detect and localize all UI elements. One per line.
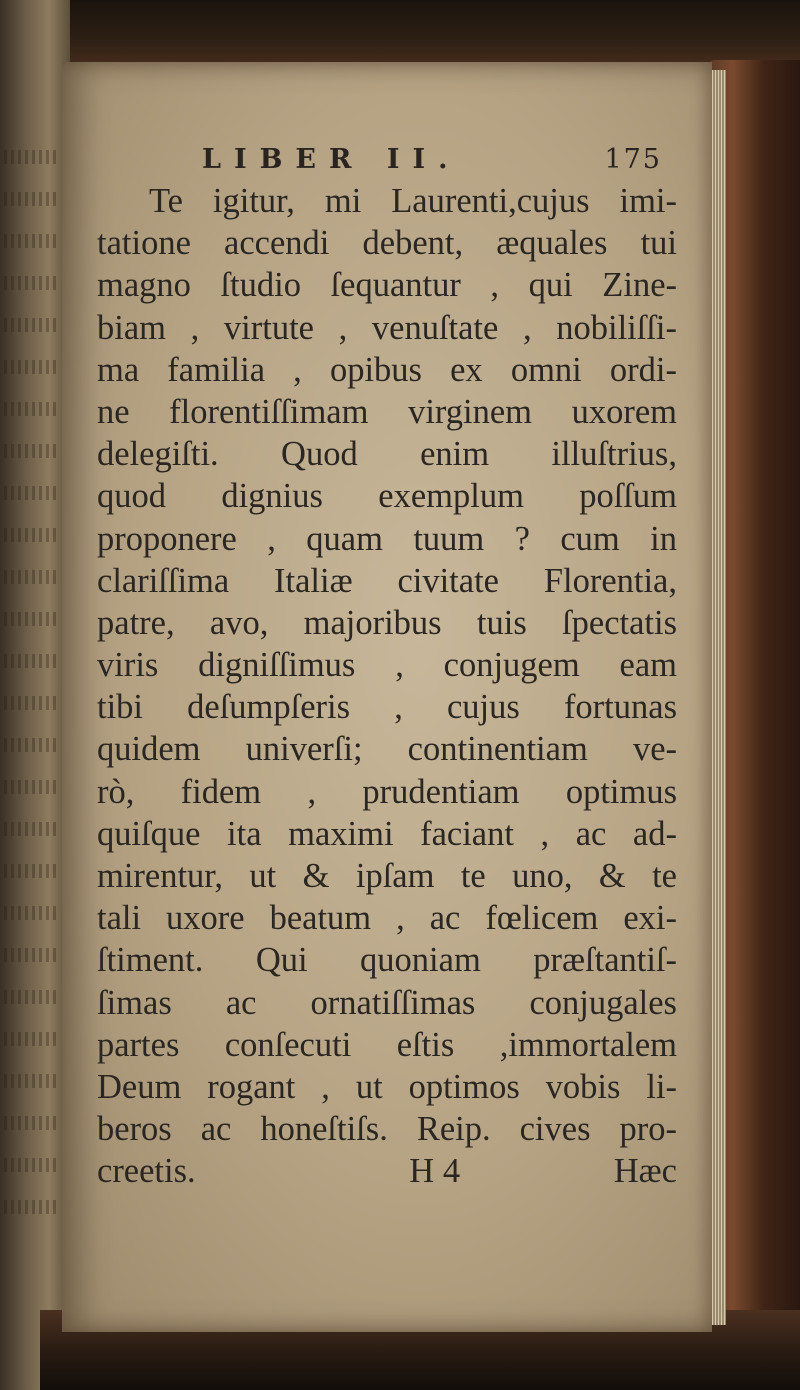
text-line: partes conſecuti eſtis ,immortalem bbox=[97, 1025, 677, 1064]
previous-page-text-fragment bbox=[4, 528, 60, 542]
previous-page-text-fragment bbox=[4, 444, 60, 458]
previous-page-edge bbox=[0, 0, 70, 1390]
text-line: tatione accendi debent, æquales tui bbox=[97, 224, 677, 263]
previous-page-text-fragment bbox=[4, 1158, 60, 1172]
body-text bbox=[97, 180, 677, 1193]
page-number: 175 bbox=[604, 144, 662, 175]
previous-page-text-fragment bbox=[4, 318, 60, 332]
book-cover-top bbox=[60, 0, 800, 70]
previous-page-text-fragment bbox=[4, 696, 60, 710]
signature-mark: H 4 bbox=[409, 1152, 461, 1191]
text-line: ma familia , opibus ex omni ordi- bbox=[97, 350, 677, 389]
previous-page-text-fragment bbox=[4, 402, 60, 416]
page-footer bbox=[97, 1150, 677, 1192]
last-word: creetis. bbox=[97, 1152, 196, 1191]
book-page bbox=[62, 62, 712, 1332]
previous-page-text-fragment bbox=[4, 822, 60, 836]
text-line: viris digniſſimus , conjugem eam bbox=[97, 646, 677, 685]
text-line: patre, avo, majoribus tuis ſpectatis bbox=[97, 603, 677, 642]
previous-page-text-fragment bbox=[4, 150, 60, 164]
text-line: quiſque ita maximi faciant , ac ad- bbox=[97, 814, 677, 853]
text-line: ſimas ac ornatiſſimas conjugales bbox=[97, 983, 677, 1022]
text-line: beros ac honeſtiſs. Reip. cives pro- bbox=[97, 1110, 677, 1149]
previous-page-text-fragment bbox=[4, 486, 60, 500]
text-line: ne florentiſſimam virginem uxorem bbox=[97, 392, 677, 431]
previous-page-text-fragment bbox=[4, 1032, 60, 1046]
text-line: mirentur, ut & ipſam te uno, & te bbox=[97, 857, 677, 895]
text-line: quod dignius exemplum poſſum bbox=[97, 477, 677, 516]
previous-page-text-fragment bbox=[4, 276, 60, 290]
previous-page-text-fragment bbox=[4, 948, 60, 962]
running-head bbox=[202, 144, 662, 180]
previous-page-text-fragment bbox=[4, 360, 60, 374]
running-head-title: LIBER II. bbox=[202, 144, 461, 175]
previous-page-text-fragment bbox=[4, 192, 60, 206]
previous-page-text-fragment bbox=[4, 864, 60, 878]
text-line: delegiſti. Quod enim illuſtrius, bbox=[97, 435, 677, 474]
previous-page-text-fragment bbox=[4, 612, 60, 626]
page-stack-edge bbox=[712, 70, 726, 1325]
previous-page-text-fragment bbox=[4, 738, 60, 752]
previous-page-text-fragment bbox=[4, 570, 60, 584]
previous-page-text-fragment bbox=[4, 1074, 60, 1088]
catchword: Hæc bbox=[613, 1152, 677, 1191]
previous-page-text-fragment bbox=[4, 234, 60, 248]
previous-page-text-fragment bbox=[4, 906, 60, 920]
previous-page-text-fragment bbox=[4, 1200, 60, 1214]
text-line: quidem univerſi; continentiam ve- bbox=[97, 730, 677, 769]
text-line: Te igitur, mi Laurenti,cujus imi- bbox=[149, 182, 677, 220]
previous-page-text-fragment bbox=[4, 780, 60, 794]
text-line: ſtiment. Qui quoniam præſtantiſ- bbox=[97, 941, 677, 980]
previous-page-text-fragment bbox=[4, 654, 60, 668]
previous-page-text-fragment bbox=[4, 990, 60, 1004]
text-line: magno ſtudio ſequantur , qui Zine- bbox=[97, 266, 677, 305]
text-line: clariſſima Italiæ civitate Florentia, bbox=[97, 561, 677, 600]
text-line: tali uxore beatum , ac fœlicem exi- bbox=[97, 899, 677, 938]
text-line: Deum rogant , ut optimos vobis li- bbox=[97, 1067, 677, 1106]
previous-page-text-fragment bbox=[4, 1116, 60, 1130]
text-line: proponere , quam tuum ? cum in bbox=[97, 519, 677, 558]
text-line: rò, fidem , prudentiam optimus bbox=[97, 772, 677, 811]
text-line: biam , virtute , venuſtate , nobiliſſi- bbox=[97, 308, 677, 347]
text-line: tibi deſumpſeris , cujus fortunas bbox=[97, 688, 677, 727]
